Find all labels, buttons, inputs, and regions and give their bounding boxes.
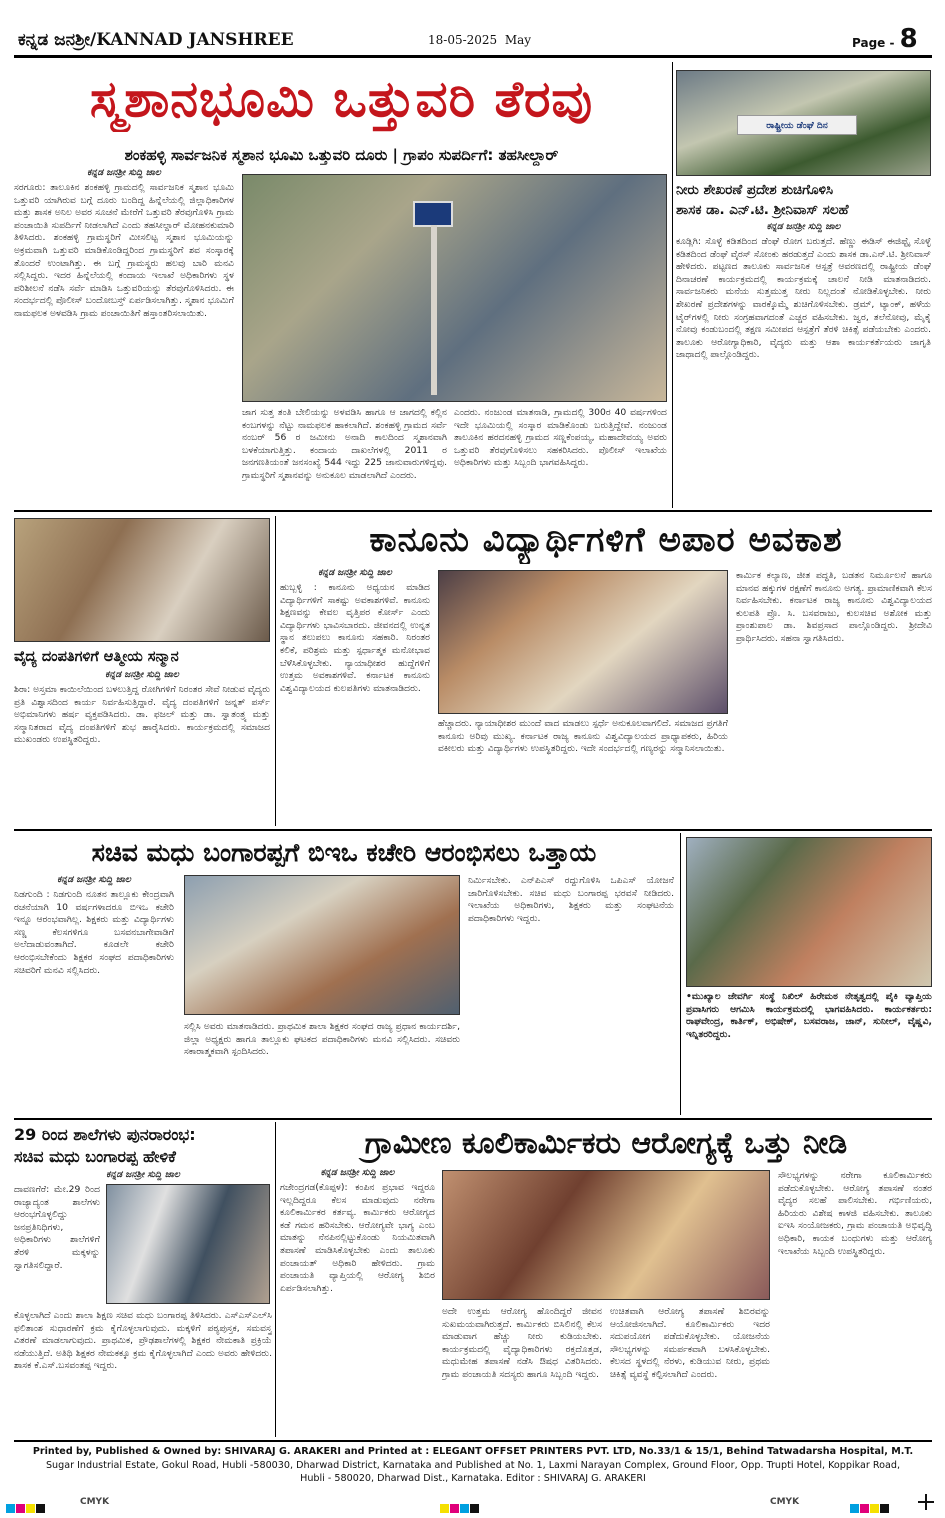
story-doctor-couple-felicitation (14, 516, 272, 826)
story1-subhead: ಶಂಕಹಳ್ಳಿ ಸಾರ್ವಜನಿಕ ಸ್ಮಶಾನ ಭೂಮಿ ಒತ್ತುವರಿ ದೂರು | ಗ್ರಾಪಂ ಸುಪರ್ದಿಗೆ: ತಹಸೀಲ್ದಾರ್ (124, 146, 559, 164)
registration-strip (0, 1492, 945, 1518)
masthead-rule (14, 55, 932, 58)
story5-headline: ಸಚಿವ ಮಧು ಬಂಗಾರಪ್ಪಗೆ ಬಿಇಒ ಕಚೇರಿ ಆರಂಭಿಸಲು ಒತ್ತಾಯ (91, 838, 597, 867)
story1-column-2: ಜಾಗ ಸುತ್ತ ತಂತಿ ಬೇಲಿಯನ್ನು ಅಳವಡಿಸಿ ಹಾಗೂ ಆ ಜಾಗದಲ್ಲಿ ಕಲ್ಲಿನ ಕಂಬಗಳನ್ನು ನೆಟ್ಟು ನಾಮಫಲಕ ಹಾಕಲಾಗಿದೆ. ಶಂಕಹಳ್ಳಿ ಗ್ರಾಮದ ಸರ್ವೆ ನಂಬರ್ 56 ರ ಜಮೀನು ಅನಾದಿ ಕಾಲದಿಂದ ಸ್ಮಶಾನವಾಗಿ ಬಳಕೆಯಾಗುತ್ತಿತ್ತು. ಕಂದಾಯ ದಾಖಲೆಗಳಲ್ಲಿ 2011 ರ ಜನಗಣತಿಯಂತೆ ಜನಸಂಖ್ಯೆ 544 ಇದ್ದು 225 ಜಾನುವಾರುಗಳಿದ್ದವು. ಗ್ರಾಮಸ್ಥರಿಗೆ ಸ್ಮಶಾನವನ್ನು ಅನುಕೂಲ ಮಾಡಲಾಗಿದೆ ಎಂದರು. (242, 407, 447, 481)
signpost (431, 225, 437, 395)
story2-body: ಕೂಡ್ಲಿಗಿ: ಸೊಳ್ಳೆ ಕಡಿತದಿಂದ ಡೆಂಘೆ ರೋಗ ಬರುತ್ತದೆ. ಹೆಣ್ಣು ಈಡಿಸ್ ಈಜಿಪ್ಟೈ ಸೊಳ್ಳೆ ಕಡಿತದಿಂದ ಡೆಂಘೆ ವೈರಸ್ ಸೋಂಕು ಹರಡುತ್ತದೆ ಎಂದು ಶಾಸಕ ಡಾ.ಎನ್.ಟಿ. ಶ್ರೀನಿವಾಸ್ ಹೇಳಿದರು. ಪಟ್ಟಣದ ತಾಲೂಕು ಸಾರ್ವಜನಿಕ ಆಸ್ಪತ್ರೆ ಆವರಣದಲ್ಲಿ ರಾಷ್ಟ್ರೀಯ ಡೆಂಘೆ ದಿನಾಚರಣೆ ಕಾರ್ಯಕ್ರಮದಲ್ಲಿ ಕಾರ್ಯಕ್ರಮಕ್ಕೆ ಚಾಲನೆ ನೀಡಿ ಮಾತನಾಡಿದರು. ಸಾರ್ವಜನಿಕರು ಮನೆಯ ಸುತ್ತಮುತ್ತ ನೀರು ನಿಲ್ಲದಂತೆ ನೋಡಿಕೊಳ್ಳಬೇಕು. ನೀರು ಶೇಖರಣೆ ಪ್ರದೇಶಗಳನ್ನು ವಾರಕ್ಕೊಮ್ಮೆ ಶುಚಿಗೊಳಿಸಬೇಕು. ಡ್ರಮ್, ಟ್ಯಾಂಕ್, ಹಳೆಯ ಟೈರ್‌ಗಳಲ್ಲಿ ನೀರು ಸಂಗ್ರಹವಾಗದಂತೆ ಎಚ್ಚರ ವಹಿಸಬೇಕು. ಜ್ವರ, ತಲೆನೋವು, ಮೈಕೈ ನೋವು ಕಂಡುಬಂದಲ್ಲಿ ತಕ್ಷಣ ಸಮೀಪದ ಆಸ್ಪತ್ರೆಗೆ ತೆರಳಿ ಚಿಕಿತ್ಸೆ ಪಡೆಯಬೇಕು ಎಂದರು. ತಾಲೂಕು ಆರೋಗ್ಯಾಧಿಕಾರಿ, ವೈದ್ಯರು ಮತ್ತು ಆಶಾ ಕಾರ್ಯಕರ್ತೆಯರು ಜಾಗೃತಿ ಜಾಥಾದಲ್ಲಿ ಪಾಲ್ಗೊಂಡಿದ್ದರು. (676, 236, 931, 361)
issue-date (428, 33, 531, 47)
page-number: 8 (899, 24, 918, 54)
story3-byline: ಕನ್ನಡ ಜನಶ್ರೀ ಸುದ್ದಿ ಜಾಲ (105, 670, 179, 680)
story4-photo (438, 570, 728, 714)
story2-headline-2: ಶಾಸಕ ಡಾ. ಎನ್.ಟಿ. ಶ್ರೀನಿವಾಸ್ ಸಲಹೆ (676, 202, 849, 218)
section-rule-1 (14, 510, 932, 512)
page-label: Page - (852, 36, 895, 50)
story7-column-3: ಉಚಿತವಾಗಿ ಆರೋಗ್ಯ ತಪಾಸಣೆ ಶಿಬಿರವನ್ನು ಆಯೋಜಿಸಲಾಗಿದೆ. ಕೂಲಿಕಾರ್ಮಿಕರು ಇದರ ಸದುಪಯೋಗ ಪಡೆದುಕೊಳ್ಳಬೇಕು. ಯೋಜನೆಯ ಸೌಲಭ್ಯಗಳನ್ನು ಸಮರ್ಪಕವಾಗಿ ಬಳಸಿಕೊಳ್ಳಬೇಕು. ಕೆಲಸದ ಸ್ಥಳದಲ್ಲಿ ನೆರಳು, ಕುಡಿಯುವ ನೀರು, ಪ್ರಥಮ ಚಿಕಿತ್ಸೆ ವ್ಯವಸ್ಥೆ ಕಲ್ಪಿಸಲಾಗಿದೆ ಎಂದರು. (610, 1306, 770, 1380)
column-divider-3 (680, 833, 681, 1115)
cmyk-label-right: CMYK (770, 1497, 800, 1507)
story5-photo-group (686, 837, 932, 987)
story4-column-2: ಹೆಚ್ಚಾದರು. ನ್ಯಾಯಾಧೀಶರ ಮುಂದೆ ವಾದ ಮಾಡಲು ಸ್ಪರ್ಧೆ ಅನುಕೂಲವಾಗಲಿದೆ. ಸಮಾಜದ ಪ್ರಗತಿಗೆ ಕಾನೂನು ಅರಿವು ಮುಖ್ಯ. ಕರ್ನಾಟಕ ರಾಜ್ಯ ಕಾನೂನು ವಿಶ್ವವಿದ್ಯಾಲಯದ ಪ್ರಾಧ್ಯಾಪಕರು, ಹಿರಿಯ ವಕೀಲರು ಮತ್ತು ವಿದ್ಯಾರ್ಥಿಗಳು ಉಪಸ್ಥಿತರಿದ್ದರು. ಇದೇ ಸಂದರ್ಭದಲ್ಲಿ ಗಣ್ಯರನ್ನು ಸನ್ಮಾನಿಸಲಾಯಿತು. (438, 718, 728, 755)
story3-photo (14, 518, 270, 642)
color-bar-mid (440, 1498, 480, 1517)
story1-byline: ಕನ್ನಡ ಜನಶ್ರೀ ಸುದ್ದಿ ಜಾಲ (87, 168, 161, 178)
story6-body: ಕೊಳ್ಳಲಾಗಿದೆ ಎಂದು ಶಾಲಾ ಶಿಕ್ಷಣ ಸಚಿವ ಮಧು ಬಂಗಾರಪ್ಪ ತಿಳಿಸಿದರು. ಎಸ್‌ಎಸ್‌ಎಲ್‌ಸಿ ಫಲಿತಾಂಶ ಸುಧಾರಣೆಗೆ ಕ್ರಮ ಕೈಗೊಳ್ಳಲಾಗುವುದು. ಮಕ್ಕಳಿಗೆ ಪಠ್ಯಪುಸ್ತಕ, ಸಮವಸ್ತ್ರ ವಿತರಣೆ ಮಾಡಲಾಗುವುದು. ಪ್ರಾಥಮಿಕ, ಪ್ರೌಢಶಾಲೆಗಳಲ್ಲಿ ಶಿಕ್ಷಕರ ನೇಮಕಾತಿ ಪ್ರಕ್ರಿಯೆ ನಡೆಯುತ್ತಿದೆ. ಅತಿಥಿ ಶಿಕ್ಷಕರ ನೇಮಕಕ್ಕೂ ಕ್ರಮ ಕೈಗೊಳ್ಳಲಾಗಿದೆ ಎಂದು ಅವರು ಹೇಳಿದರು. ಶಾಸಕ ಕೆ.ಎಸ್.ಬಸವಂತಪ್ಪ ಇದ್ದರು. (14, 1310, 272, 1372)
crosshair-icon (918, 1494, 934, 1510)
story7-photo (442, 1170, 770, 1300)
story5-byline: ಕನ್ನಡ ಜನಶ್ರೀ ಸುದ್ದಿ ಜಾಲ (57, 875, 131, 885)
column-divider-4 (275, 1122, 276, 1437)
story1-photo (242, 174, 667, 402)
story2-byline: ಕನ್ನಡ ಜನಶ್ರೀ ಸುದ್ದಿ ಜಾಲ (766, 222, 841, 232)
imprint-line-3: Hubli - 580020, Dharwad Dist., Karnataka. Editor : SHIVARAJ G. ARAKERI (300, 1473, 646, 1484)
story-cemetery-encroachment (14, 62, 669, 502)
story-dengue-awareness (676, 62, 932, 508)
story7-headline: ಗ್ರಾಮೀಣ ಕೂಲಿಕಾರ್ಮಿಕರು ಆರೋಗ್ಯಕ್ಕೆ ಒತ್ತು ನೀಡಿ (364, 1126, 848, 1161)
story4-column-1: ಹುಬ್ಬಳ್ಳಿ : ಕಾನೂನು ಅಧ್ಯಯನ ಮಾಡಿದ ವಿದ್ಯಾರ್ಥಿಗಳಿಗೆ ಸಾಕಷ್ಟು ಅವಕಾಶಗಳಿವೆ. ಕಾನೂನು ಶಿಕ್ಷಣವನ್ನು ಕೇವಲ ವೃತ್ತಿಪರ ಕೋರ್ಸ್ ಎಂದು ವಿದ್ಯಾರ್ಥಿಗಳು ಭಾವಿಸಬಾರದು. ಜೀವನದಲ್ಲಿ ಉನ್ನತ ಸ್ಥಾನ ತಲುಪಲು ಕಾನೂನು ಸಹಕಾರಿ. ನಿರಂತರ ಕಲಿಕೆ, ಪರಿಶ್ರಮ ಮತ್ತು ಸ್ಪರ್ಧಾತ್ಮಕ ಮನೋಭಾವ ಬೆಳೆಸಿಕೊಳ್ಳಬೇಕು. ನ್ಯಾಯಾಧೀಶರ ಹುದ್ದೆಗಳಿಗೆ ಉತ್ತಮ ಅವಕಾಶಗಳಿವೆ. ಕರ್ನಾಟಕ ಕಾನೂನು ವಿಶ್ವವಿದ್ಯಾಲಯದ ಕುಲಪತಿಗಳು ಮಾತನಾಡಿದರು. (280, 582, 430, 694)
story-rural-workers-health (280, 1122, 932, 1437)
column-divider (672, 62, 673, 508)
story4-column-3: ಕಾರ್ಮಿಕ ಕಲ್ಯಾಣ, ಜೀತ ಪದ್ಧತಿ, ಬಡತನ ನಿರ್ಮೂಲನೆ ಹಾಗೂ ಮಾನವ ಹಕ್ಕುಗಳ ರಕ್ಷಣೆಗೆ ಕಾನೂನು ಅಗತ್ಯ. ಪ್ರಾಮಾಣಿಕವಾಗಿ ಕೆಲಸ ನಿರ್ವಹಿಸಬೇಕು. ಕರ್ನಾಟಕ ರಾಜ್ಯ ಕಾನೂನು ವಿಶ್ವವಿದ್ಯಾಲಯದ ಕುಲಪತಿ ಪ್ರೊ. ಸಿ. ಬಸವರಾಜು, ಕುಲಸಚಿವ ಅಶೋಕ ಮತ್ತು ಪ್ರಾಂಶುಪಾಲ ಡಾ. ಶಿವಪ್ರಸಾದ ಪಾಲ್ಗೊಂಡಿದ್ದರು. ಶ್ರೀದೇವಿ ಪ್ರಾರ್ಥಿಸಿದರು. ಸಹನಾ ಸ್ವಾಗತಿಸಿದರು. (736, 570, 932, 644)
story7-column-4: ಸೌಲಭ್ಯಗಳನ್ನು ನರೇಗಾ ಕೂಲಿಕಾರ್ಮಿಕರು ಪಡೆದುಕೊಳ್ಳಬೇಕು. ಆರೋಗ್ಯ ತಪಾಸಣೆ ನಂತರ ವೈದ್ಯರ ಸಲಹೆ ಪಾಲಿಸಬೇಕು. ಗರ್ಭಿಣಿಯರು, ಹಿರಿಯರು ವಿಶೇಷ ಕಾಳಜಿ ವಹಿಸಬೇಕು. ತಾಲೂಕು ಐಇಸಿ ಸಂಯೋಜಕರು, ಗ್ರಾಮ ಪಂಚಾಯತಿ ಅಭಿವೃದ್ಧಿ ಅಧಿಕಾರಿ, ಕಾಯಕ ಬಂಧುಗಳು ಮತ್ತು ಆರೋಗ್ಯ ಇಲಾಖೆಯ ಸಿಬ್ಬಂದಿ ಉಪಸ್ಥಿತರಿದ್ದರು. (778, 1170, 932, 1257)
date: 18-05-2025 (428, 33, 498, 47)
story7-byline: ಕನ್ನಡ ಜನಶ್ರೀ ಸುದ್ದಿ ಜಾಲ (320, 1168, 395, 1178)
story6-photo (106, 1184, 270, 1304)
section-rule-2 (14, 829, 932, 831)
story5-column-3: ನಿರ್ಮಿಸಬೇಕು. ಎನ್‌ಪಿಎಸ್ ರದ್ದುಗೊಳಿಸಿ ಒಪಿಎಸ್ ಯೋಜನೆ ಜಾರಿಗೊಳಿಸಬೇಕು. ಸಚಿವ ಮಧು ಬಂಗಾರಪ್ಪ ಭರವಸೆ ನೀಡಿದರು. ಇಲಾಖೆಯ ಅಧಿಕಾರಿಗಳು, ಶಿಕ್ಷಕರು ಮತ್ತು ಸಂಘಟನೆಯ ಪದಾಧಿಕಾರಿಗಳು ಇದ್ದರು. (468, 875, 674, 924)
imprint-line-2: Sugar Industrial Estate, Gokul Road, Hubli -580030, Dharwad District, Karnataka and Published at No. 1, Laxmi Narayan Complex, Ground Floor, Opp. Trupti Hotel, Koppikar Road, (45, 1459, 901, 1471)
brand-kannada: ಕನ್ನಡ ಜನಶ್ರೀ (18, 30, 90, 50)
story6-headline-2: ಸಚಿವ ಮಧು ಬಂಗಾರಪ್ಪ ಹೇಳಿಕೆ (14, 1147, 176, 1166)
masthead-brand: ಕನ್ನಡ ಜನಶ್ರೀ/KANNAD JANSHREE (18, 30, 294, 50)
story3-headline: ವೈದ್ಯ ದಂಪತಿಗಳಿಗೆ ಆತ್ಮೀಯ ಸನ್ಮಾನ (14, 649, 179, 665)
imprint-line-1: Printed by, Published & Owned by: SHIVARAJ G. ARAKERI and Printed at : ELEGANT OFFSET PRINTERS PVT. LTD, No.33/1 & 15/1, Behind Tatwadarsha Hospital, M.T. (32, 1446, 914, 1457)
story5-photo (184, 875, 460, 1015)
section-rule-3 (14, 1118, 932, 1120)
cmyk-label-left: CMYK (80, 1497, 110, 1507)
story1-column-3: ಎಂದರು. ನಂಜುಂಡ ಮಾತನಾಡಿ, ಗ್ರಾಮದಲ್ಲಿ 300ರ 40 ವರ್ಷಗಳಿಂದ ಇದೇ ಭೂಮಿಯಲ್ಲಿ ಸಂಸ್ಕಾರ ಮಾಡಿಕೊಂಡು ಬರುತ್ತಿದ್ದೇವೆ. ನಂಜುಂಡ ತಾಲೂಕಿನ ಹರದನಹಳ್ಳಿ ಗ್ರಾಮದ ಸಣ್ಣಕೆಂಪಯ್ಯ, ಮಹಾದೇವಯ್ಯ ಅವರು ಒತ್ತುವರಿ ತೆರವುಗೊಳಿಸಲು ಸಹಕರಿಸಿದರು. ಪೊಲೀಸ್ ಇಲಾಖೆಯ ಅಧಿಕಾರಿಗಳು ಮತ್ತು ಸಿಬ್ಬಂದಿ ಭಾಗವಹಿಸಿದ್ದರು. (454, 407, 667, 469)
column-divider-2 (275, 516, 276, 826)
story-law-students (280, 516, 932, 826)
story2-photo (676, 70, 931, 176)
story2-headline-1: ನೀರು ಶೇಖರಣೆ ಪ್ರದೇಶ ಶುಚಿಗೊಳಿಸಿ (676, 182, 834, 198)
month: May (504, 33, 532, 47)
footer-rule (14, 1440, 932, 1442)
story6-byline: ಕನ್ನಡ ಜನಶ್ರೀ ಸುದ್ದಿ ಜಾಲ (106, 1170, 180, 1180)
story-schools-reopen (14, 1122, 272, 1437)
masthead (0, 0, 945, 58)
story4-headline: ಕಾನೂನು ವಿದ್ಯಾರ್ಥಿಗಳಿಗೆ ಅಪಾರ ಅವಕಾಶ (369, 520, 843, 560)
story5-column-2: ಸಲ್ಲಿಸಿ ಅವರು ಮಾತನಾಡಿದರು. ಪ್ರಾಥಮಿಕ ಶಾಲಾ ಶಿಕ್ಷಕರ ಸಂಘದ ರಾಜ್ಯ ಪ್ರಧಾನ ಕಾರ್ಯದರ್ಶಿ, ಜಿಲ್ಲಾ ಅಧ್ಯಕ್ಷರು ಹಾಗೂ ತಾಲ್ಲೂಕು ಘಟಕದ ಪದಾಧಿಕಾರಿಗಳು ಮನವಿ ಸಲ್ಲಿಸಿದರು. ಸಚಿವರು ಸಕಾರಾತ್ಮಕವಾಗಿ ಸ್ಪಂದಿಸಿದರು. (184, 1021, 460, 1058)
story7-column-2: ಅದೇ ಉತ್ತಮ ಆರೋಗ್ಯ ಹೊಂದಿದ್ದರೆ ಜೀವನ ಸುಖಮಯವಾಗಿರುತ್ತದೆ. ಕಾರ್ಮಿಕರು ಬಿಸಿಲಿನಲ್ಲಿ ಕೆಲಸ ಮಾಡುವಾಗ ಹೆಚ್ಚು ನೀರು ಕುಡಿಯಬೇಕು. ಕಾರ್ಯಕ್ರಮದಲ್ಲಿ ವೈದ್ಯಾಧಿಕಾರಿಗಳು ರಕ್ತದೊತ್ತಡ, ಮಧುಮೇಹ ತಪಾಸಣೆ ನಡೆಸಿ ಔಷಧ ವಿತರಿಸಿದರು. ಗ್ರಾಮ ಪಂಚಾಯತಿ ಸದಸ್ಯರು ಹಾಗೂ ಸಿಬ್ಬಂದಿ ಇದ್ದರು. (442, 1306, 602, 1380)
story6-column-1: ದಾವಣಗೆರೆ: ಮೇ.29 ರಿಂದ ರಾಜ್ಯಾದ್ಯಂತ ಶಾಲೆಗಳು ಆರಂಭಗೊಳ್ಳಲಿದ್ದು ಜನಪ್ರತಿನಿಧಿಗಳು, ಅಧಿಕಾರಿಗಳು ಶಾಲೆಗಳಿಗೆ ತೆರಳಿ ಮಕ್ಕಳನ್ನು ಸ್ವಾಗತಿಸಲಿದ್ದಾರೆ. (14, 1184, 100, 1271)
color-bar-left (6, 1498, 46, 1517)
story7-column-1: ಗಜೇಂದ್ರಗಡ(ಕೊಪ್ಪಳ): ಕಂಪಿನ ಪ್ರಭಾವ ಇದ್ದರೂ ಇಲ್ಲದಿದ್ದರೂ ಕೆಲಸ ಮಾಡುವುದು ನರೇಗಾ ಕೂಲಿಕಾರ್ಮಿಕರ ಕರ್ತವ್ಯ. ಕಾರ್ಮಿಕರು ಆರೋಗ್ಯದ ಕಡೆ ಗಮನ ಹರಿಸಬೇಕು. ಆರೋಗ್ಯವೇ ಭಾಗ್ಯ ಎಂಬ ಮಾತನ್ನು ನೆನಪಿನಲ್ಲಿಟ್ಟುಕೊಂಡು ನಿಯಮಿತವಾಗಿ ತಪಾಸಣೆ ಮಾಡಿಸಿಕೊಳ್ಳಬೇಕು ಎಂದು ತಾಲೂಕು ಪಂಚಾಯತ್ ಅಧಿಕಾರಿ ಹೇಳಿದರು. ಗ್ರಾಮ ಪಂಚಾಯತಿ ವ್ಯಾಪ್ತಿಯಲ್ಲಿ ಆರೋಗ್ಯ ಶಿಬಿರ ಏರ್ಪಡಿಸಲಾಗಿತ್ತು. (280, 1182, 435, 1294)
story1-headline: ಸ್ಮಶಾನಭೂಮಿ ಒತ್ತುವರಿ ತೆರವು (89, 70, 594, 128)
story2-photo-banner: ರಾಷ್ಟ್ರೀಯ ಡೆಂಘೆ ದಿನ (737, 115, 857, 135)
brand-english: KANNAD JANSHREE (96, 30, 294, 50)
story1-column-1: ಸರಗೂರು: ತಾಲೂಕಿನ ಶಂಕಹಳ್ಳಿ ಗ್ರಾಮದಲ್ಲಿ ಸಾರ್ವಜನಿಕ ಸ್ಮಶಾನ ಭೂಮಿ ಒತ್ತುವರಿ ಯಾಗಿರುವ ಬಗ್ಗೆ ದೂರು ಬಂದಿದ್ದ ಹಿನ್ನೆಲೆಯಲ್ಲಿ ಜಿಲ್ಲಾಧಿಕಾರಿಗಳ ಮತ್ತು ಶಾಸಕ ಅನಿಲ ಅವರ ಸೂಚನೆ ಮೇರೆಗೆ ಒತ್ತುವರಿ ತೆರವುಗೊಳಿಸಿ ಗ್ರಾಮ ಪಂಚಾಯಿತಿ ಸುಪರ್ದಿಗೆ ನೀಡಲಾಗಿದೆ ಎಂದು ತಹಸೀಲ್ದಾರ್ ಮೋಹನಕುಮಾರಿ ತಿಳಿಸಿದರು. ಶಂಕಹಳ್ಳಿ ಗ್ರಾಮಸ್ಥರಿಗೆ ಮೀಸಲಿಟ್ಟ ಸ್ಮಶಾನ ಭೂಮಿಯನ್ನು ಅಕ್ರಮವಾಗಿ ಒತ್ತುವರಿ ಮಾಡಿಕೊಂಡಿದ್ದರಿಂದ ಗ್ರಾಮಸ್ಥರಿಗೆ ಶವ ಸಂಸ್ಕಾರಕ್ಕೆ ತೊಂದರೆ ಉಂಟಾಗಿತ್ತು. ಈ ಬಗ್ಗೆ ಗ್ರಾಮಸ್ಥರು ಹಲವು ಬಾರಿ ಮನವಿ ಸಲ್ಲಿಸಿದ್ದರು. ಇದರ ಹಿನ್ನೆಲೆಯಲ್ಲಿ ಕಂದಾಯ ಇಲಾಖೆ ಅಧಿಕಾರಿಗಳು ಸ್ಥಳ ಪರಿಶೀಲನೆ ನಡೆಸಿ ಸರ್ವೆ ಮಾಡಿಸಿ ಒತ್ತುವರಿಯನ್ನು ತೆರವುಗೊಳಿಸಿದರು. ಈ ಸಂದರ್ಭದಲ್ಲಿ ಪೊಲೀಸ್ ಬಂದೋಬಸ್ತ್ ಏರ್ಪಡಿಸಲಾಗಿತ್ತು. ಸ್ಮಶಾನ ಭೂಮಿಗೆ ನಾಮಫಲಕ ಅಳವಡಿಸಿ ಗ್ರಾಮ ಪಂಚಾಯಿತಿಗೆ ಹಸ್ತಾಂತರಿಸಲಾಯಿತು. (14, 182, 234, 319)
story5-column-1: ನಿಡಗುಂದಿ : ನಿಡಗುಂದಿ ನೂತನ ತಾಲ್ಲೂಕು ಕೇಂದ್ರವಾಗಿ ರಚನೆಯಾಗಿ 10 ವರ್ಷಗಳಾದರೂ ಬಿಇಒ ಕಚೇರಿ ಇನ್ನೂ ಆರಂಭವಾಗಿಲ್ಲ. ಶಿಕ್ಷಕರು ಮತ್ತು ವಿದ್ಯಾರ್ಥಿಗಳು ಸಣ್ಣ ಕೆಲಸಗಳಿಗೂ ಬಸವನಬಾಗೇವಾಡಿಗೆ ಅಲೆದಾಡುವಂತಾಗಿದೆ. ಕೂಡಲೇ ಕಚೇರಿ ಆರಂಭಿಸಬೇಕೆಂದು ಶಿಕ್ಷಕರ ಸಂಘದ ಪದಾಧಿಕಾರಿಗಳು ಸಚಿವರಿಗೆ ಮನವಿ ಸಲ್ಲಿಸಿದರು. (14, 889, 174, 976)
story4-byline: ಕನ್ನಡ ಜನಶ್ರೀ ಸುದ್ದಿ ಜಾಲ (318, 568, 392, 578)
story5-caption: •ಮುಖ್ಯಾಲ ಜೇವರ್ಗಿ ಸಂಸ್ಥೆ ನಿಖಿಲ್ ಹಿರೇಮಠ ನೇತೃತ್ವದಲ್ಲಿ ಪೈಕಿ ವ್ಯಾಪ್ತಿಯ ಪ್ರವಾಸಿಗರು ಆಗಮಿಸಿ ಕಾರ್ಯಕ್ರಮದಲ್ಲಿ ಭಾಗವಹಿಸಿದರು. ಕಾರ್ಯಕರ್ತರು: ರಾಘವೇಂದ್ರ, ಕಾರ್ತಿಕ್, ಅಭಿಷೇಕ್, ಬಸವರಾಜ, ಜಾನ್, ಸುನೀಲ್, ವೈಷ್ಣವಿ, ಇನ್ನಿತರರಿದ್ದರು. (686, 991, 932, 1040)
color-bar-right (850, 1498, 890, 1517)
story6-headline-1: 29 ರಿಂದ ಶಾಲೆಗಳು ಪುನರಾರಂಭ: (14, 1125, 196, 1144)
footer-imprint (18, 1445, 928, 1486)
page-indicator (852, 24, 918, 54)
story-beo-office-demand (14, 833, 932, 1115)
signboard (413, 201, 453, 227)
story3-body: ಶಿರಾ: ಅಸ್ತಮಾ ಕಾಯಿಲೆಯಿಂದ ಬಳಲುತ್ತಿದ್ದ ರೋಗಿಗಳಿಗೆ ನಿರಂತರ ಸೇವೆ ನೀಡುವ ವೈದ್ಯರು ಪ್ರತಿ ವಿಶ್ವಾಸದಿಂದ ಕಾರ್ಯ ನಿರ್ವಹಿಸುತ್ತಿದ್ದಾರೆ. ವೈದ್ಯ ದಂಪತಿಗಳಿಗೆ ಜನ್ನತ್ ಪರ್ಸ್ ಅಭಿಮಾನಿಗಳು ಹರ್ಷ ವ್ಯಕ್ತಪಡಿಸಿದರು. ಡಾ. ಫಜಲ್ ಮತ್ತು ಡಾ. ಸ್ವಾತಂತ್ರ್ಯ ಮತ್ತು ಸನ್ಮಾನಿತರಾದ ವೈದ್ಯ ದಂಪತಿಗಳಿಗೆ ಶುಭ ಹಾರೈಸಿದರು. ಕಾರ್ಯಕ್ರಮದಲ್ಲಿ ಸಮಾಜದ ಮುಖಂಡರು ಉಪಸ್ಥಿತರಿದ್ದರು. (14, 684, 270, 746)
